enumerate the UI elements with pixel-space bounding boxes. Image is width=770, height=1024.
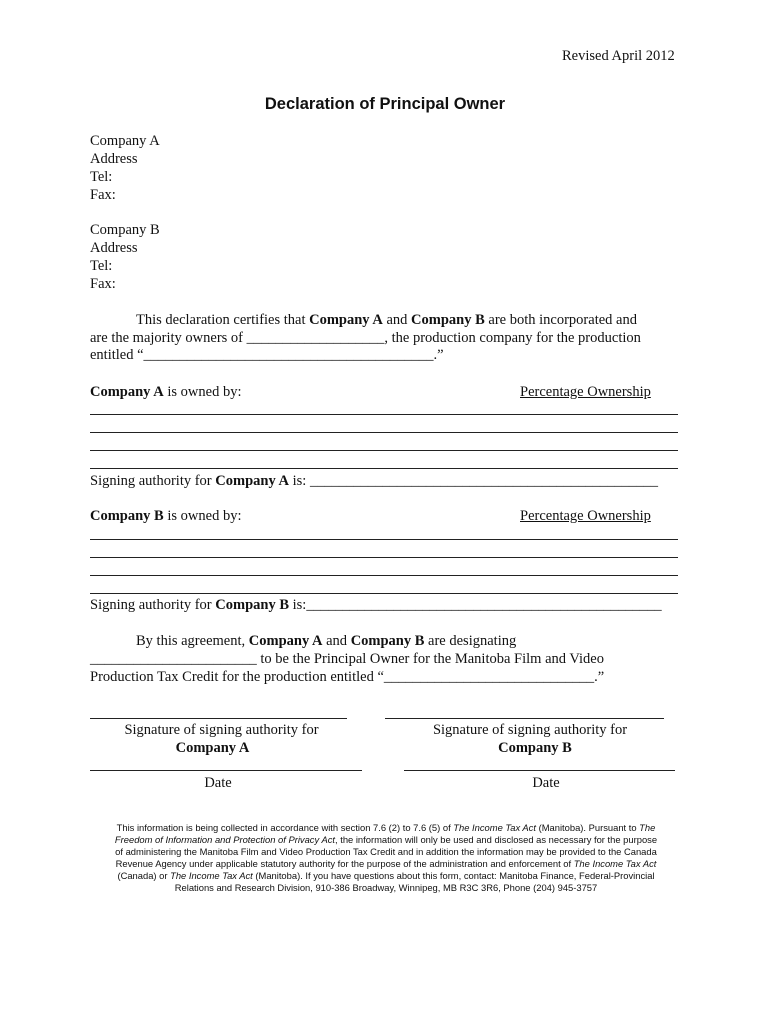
signing-b-prefix: Signing authority for xyxy=(90,597,216,613)
owner-b-line-1[interactable] xyxy=(90,539,678,540)
notice-act-title: The xyxy=(639,822,656,833)
owned-a-suffix: is owned by: xyxy=(163,384,242,400)
owner-b-line-3[interactable] xyxy=(90,575,678,576)
privacy-notice xyxy=(88,822,684,894)
declaration-line-2: are the majority owners of ___________________, the production company for the production xyxy=(90,330,641,346)
signature-a-label: Signature of signing authority for xyxy=(124,722,319,738)
notice-text: (Manitoba). Pursuant to xyxy=(535,822,640,833)
revised-date: Revised April 2012 xyxy=(562,48,675,64)
agreement-line-2: _______________________ to be the Principal Owner for the Manitoba Film and Video xyxy=(90,651,604,667)
company-b-tel: Tel: xyxy=(90,258,113,274)
declaration-and: and xyxy=(382,312,412,328)
owned-b-suffix: is owned by: xyxy=(163,508,242,524)
date-line-b[interactable] xyxy=(404,770,675,771)
notice-text: (Canada) or xyxy=(117,870,171,881)
notice-act-title: Freedom of Information and Protection of Privacy Act xyxy=(114,834,335,845)
signing-authority-a xyxy=(90,473,658,490)
agreement-company-b: Company B xyxy=(350,633,425,649)
company-a-fax: Fax: xyxy=(90,187,116,203)
signing-b-field[interactable]: is:_________________________________________________ xyxy=(289,597,662,613)
date-b-label: Date xyxy=(532,775,560,791)
signing-a-company: Company A xyxy=(215,473,289,489)
company-a-address: Address xyxy=(90,151,138,167)
signature-b-company: Company B xyxy=(498,740,572,756)
declaration-line-1 xyxy=(136,312,637,329)
notice-text: This information is being collected in accordance with section 7.6 (2) to 7.6 (5) of xyxy=(116,822,454,833)
signature-line-b[interactable] xyxy=(385,718,664,719)
declaration-text-end: are both incorporated and xyxy=(484,312,637,328)
declaration-text: This declaration certifies that xyxy=(136,312,310,328)
date-line-a[interactable] xyxy=(90,770,362,771)
agreement-and: and xyxy=(322,633,351,649)
notice-line-1 xyxy=(88,822,684,834)
notice-line-4 xyxy=(88,858,684,870)
agreement-text-end: are designating xyxy=(424,633,517,649)
company-b-name: Company B xyxy=(90,222,160,238)
notice-act-title: The Income Tax Act xyxy=(573,858,657,869)
owned-a-company: Company A xyxy=(90,384,164,400)
owned-b-company: Company B xyxy=(90,508,164,524)
company-b-fax: Fax: xyxy=(90,276,116,292)
company-a-tel: Tel: xyxy=(90,169,113,185)
owner-b-line-4[interactable] xyxy=(90,593,678,594)
notice-line-2 xyxy=(88,834,684,846)
owner-a-line-4[interactable] xyxy=(90,468,678,469)
company-b-address: Address xyxy=(90,240,138,256)
signing-a-prefix: Signing authority for xyxy=(90,473,216,489)
notice-line-3: of administering the Manitoba Film and Video Production Tax Credit and in addition the information may be provided to the Canada xyxy=(115,846,657,857)
company-a-name: Company A xyxy=(90,133,160,149)
declaration-company-b: Company B xyxy=(411,312,485,328)
owner-b-line-2[interactable] xyxy=(90,557,678,558)
signature-b-label: Signature of signing authority for xyxy=(432,722,628,738)
notice-line-5 xyxy=(88,870,684,882)
percentage-ownership-b-label: Percentage Ownership xyxy=(520,508,651,524)
agreement-company-a: Company A xyxy=(248,633,323,649)
notice-text: Revenue Agency under applicable statutory authority for the purpose of the administration and enforcement of xyxy=(115,858,574,869)
notice-text: , the information will only be used and disclosed as necessary for the purpose xyxy=(335,834,658,845)
percentage-ownership-a-label: Percentage Ownership xyxy=(520,384,651,400)
owner-a-line-2[interactable] xyxy=(90,432,678,433)
date-a-label: Date xyxy=(204,775,232,791)
agreement-line-1 xyxy=(136,633,516,650)
notice-text: (Manitoba). If you have questions about this form, contact: Manitoba Finance, Federal-Provincial xyxy=(252,870,655,881)
declaration-company-a: Company A xyxy=(309,312,383,328)
signature-line-a[interactable] xyxy=(90,718,347,719)
notice-act-title: The Income Tax Act xyxy=(170,870,253,881)
signing-a-field[interactable]: is: ________________________________________________ xyxy=(289,473,658,489)
company-a-owned-by xyxy=(90,384,241,401)
page-title: Declaration of Principal Owner xyxy=(264,95,506,113)
company-b-owned-by xyxy=(90,508,241,525)
signing-authority-b xyxy=(90,597,662,614)
owner-a-line-1[interactable] xyxy=(90,414,678,415)
signature-a-company: Company A xyxy=(175,740,250,756)
agreement-line-3: Production Tax Credit for the production entitled “_____________________________.” xyxy=(90,669,605,685)
owner-a-line-3[interactable] xyxy=(90,450,678,451)
declaration-line-3: entitled “________________________________________.” xyxy=(90,347,444,363)
agreement-text: By this agreement, xyxy=(136,633,249,649)
signing-b-company: Company B xyxy=(215,597,289,613)
notice-line-6: Relations and Research Division, 910-386 Broadway, Winnipeg, MB R3C 3R6, Phone (204) 945-3757 xyxy=(174,882,598,893)
notice-act-title: The Income Tax Act xyxy=(453,822,536,833)
